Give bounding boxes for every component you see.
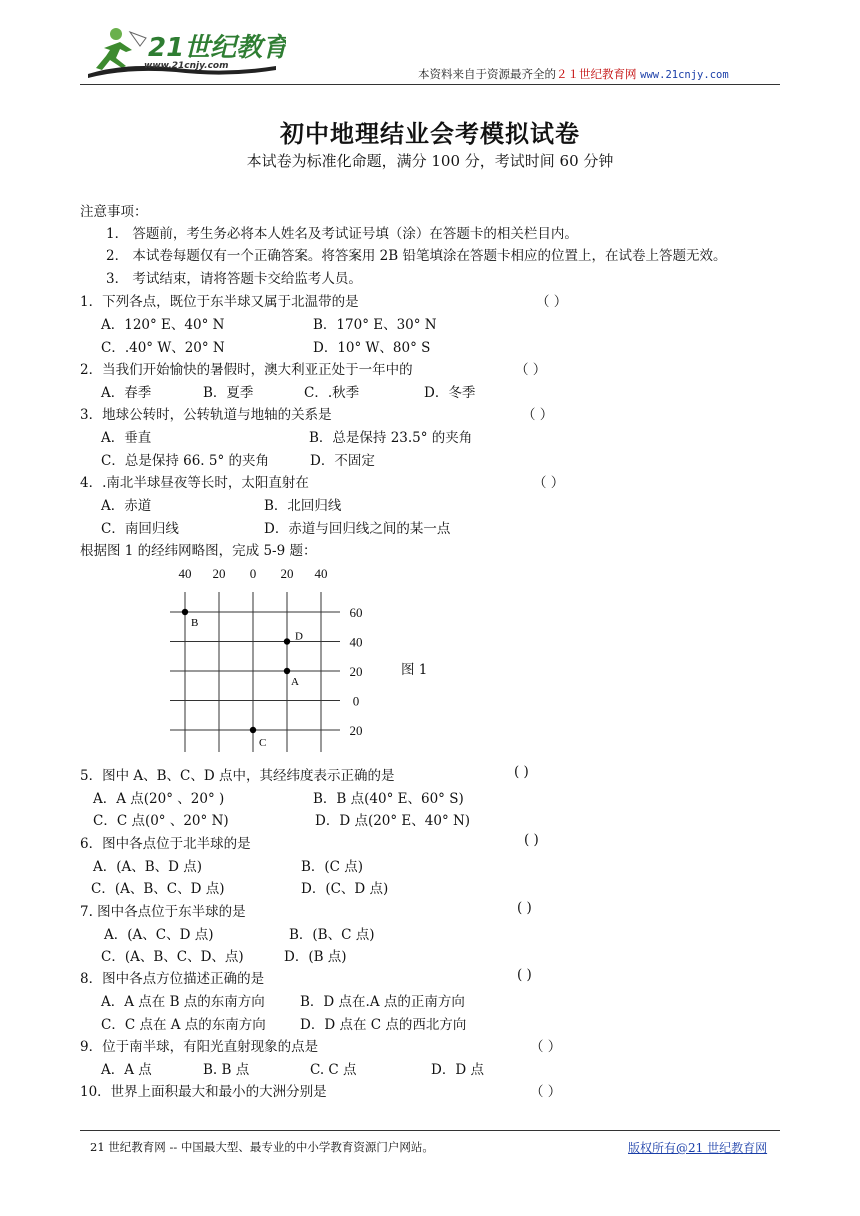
option: C．.40° W、20° N bbox=[101, 340, 225, 356]
option: A．A 点 bbox=[101, 1062, 152, 1078]
option: A．A 点在 B 点的东南方向 bbox=[101, 994, 265, 1010]
graticule-svg bbox=[170, 562, 370, 758]
answer-blank: （ ） bbox=[515, 362, 547, 378]
option: B．总是保持 23.5° 的夹角 bbox=[309, 430, 473, 446]
longitude-tick-label: 20 bbox=[280, 566, 294, 581]
latitude-tick-label: 0 bbox=[352, 693, 360, 709]
option: D．(C、D 点) bbox=[301, 881, 389, 897]
option: C．南回归线 bbox=[101, 521, 179, 537]
option: D．D 点(20° E、40° N) bbox=[315, 813, 471, 829]
answer-blank: （ ） bbox=[533, 475, 565, 491]
option: A．垂直 bbox=[101, 430, 152, 446]
question-4-stem: 4．.南北半球昼夜等长时，太阳直射在 bbox=[80, 475, 309, 491]
footer-copyright-link[interactable]: 版权所有@21 世纪教育网 bbox=[628, 1141, 768, 1155]
option: A．(A、B、D 点) bbox=[93, 859, 203, 875]
answer-blank: ( ) bbox=[514, 764, 529, 780]
longitude-tick-label: 40 bbox=[314, 566, 328, 581]
option: B．北回归线 bbox=[264, 498, 342, 514]
logo-text: 21世纪教育 bbox=[148, 33, 286, 63]
option: A．赤道 bbox=[101, 498, 152, 514]
point-c bbox=[250, 727, 256, 733]
answer-blank: （ ） bbox=[530, 1039, 562, 1055]
option: B．170° E、30° N bbox=[313, 317, 437, 333]
option: A．120° E、40° N bbox=[101, 317, 225, 333]
source-prefix: 本资料来自于资源最齐全的 bbox=[418, 67, 556, 81]
option: D．不固定 bbox=[310, 453, 375, 469]
option: B. B 点 bbox=[203, 1062, 250, 1078]
question-5-stem: 5．图中 A、B、C、D 点中，其经纬度表示正确的是 bbox=[80, 768, 395, 784]
source-site[interactable]: ２１世纪教育网 bbox=[556, 67, 637, 81]
answer-blank: ( ) bbox=[517, 900, 532, 916]
option: D．赤道与回归线之间的某一点 bbox=[264, 521, 451, 537]
logo-url: www.21cnjy.com bbox=[144, 61, 229, 71]
answer-blank: （ ） bbox=[536, 294, 568, 310]
point-label: B bbox=[191, 617, 199, 629]
option: D．D 点 bbox=[431, 1062, 484, 1078]
answer-blank: ( ) bbox=[524, 832, 539, 848]
header-rule bbox=[80, 84, 780, 85]
footer-text: 21 世纪教育网 -- 中国最大型、最专业的中小学教育资源门户网站。 bbox=[90, 1140, 434, 1154]
point-label: D bbox=[295, 630, 303, 643]
answer-blank: （ ） bbox=[530, 1084, 562, 1100]
option: C．C 点(0° 、20° N) bbox=[93, 813, 229, 829]
option: D．D 点在 C 点的西北方向 bbox=[300, 1017, 467, 1033]
option: A．(A、C、D 点) bbox=[104, 927, 214, 943]
option: B．D 点在.A 点的正南方向 bbox=[300, 994, 465, 1010]
header-source bbox=[418, 66, 729, 82]
point-a bbox=[284, 668, 290, 674]
site-logo bbox=[86, 22, 286, 80]
point-b bbox=[182, 609, 188, 615]
option: C．.秋季 bbox=[304, 385, 360, 401]
question-1-stem: 1．下列各点，既位于东半球又属于北温带的是 bbox=[80, 294, 359, 310]
latitude-tick-label: 20 bbox=[349, 664, 363, 679]
point-label: A bbox=[291, 676, 299, 688]
note-item: 3． 考试结束，请将答题卡交给监考人员。 bbox=[106, 271, 362, 287]
question-8-stem: 8．图中各点方位描述正确的是 bbox=[80, 971, 265, 987]
page-title: 初中地理结业会考模拟试卷 bbox=[280, 119, 580, 148]
point-label: C bbox=[259, 737, 267, 749]
question-3-stem: 3．地球公转时，公转轨道与地轴的关系是 bbox=[80, 407, 332, 423]
longitude-tick-label: 40 bbox=[178, 566, 192, 581]
option: B．(B、C 点) bbox=[289, 927, 375, 943]
latitude-tick-label: 40 bbox=[349, 634, 363, 650]
answer-blank: （ ） bbox=[522, 407, 554, 423]
source-url[interactable]: www.21cnjy.com bbox=[640, 69, 729, 81]
option: C．(A、B、C、D、点) bbox=[101, 949, 244, 965]
figure-intro: 根据图 1 的经纬网略图，完成 5-9 题： bbox=[80, 543, 317, 559]
option: B．(C 点) bbox=[301, 859, 364, 875]
option: D．10° W、80° S bbox=[313, 340, 431, 356]
option: B．夏季 bbox=[203, 385, 254, 401]
question-2-stem: 2．当我们开始愉快的暑假时，澳大利亚正处于一年中的 bbox=[80, 362, 413, 378]
latitude-tick-label: 20 bbox=[349, 723, 363, 738]
question-9-stem: 9．位于南半球，有阳光直射现象的点是 bbox=[80, 1039, 319, 1055]
note-item: 2． 本试卷每题仅有一个正确答案。将答案用 2B 铅笔填涂在答题卡相应的位置上，在试卷上答题无效。 bbox=[106, 248, 727, 264]
option: C．总是保持 66. 5° 的夹角 bbox=[101, 453, 270, 469]
longitude-tick-label: 0 bbox=[249, 566, 257, 581]
figure-label: 图 1 bbox=[401, 662, 428, 678]
question-7-stem: 7. 图中各点位于东半球的是 bbox=[80, 904, 246, 920]
graticule-figure bbox=[170, 562, 370, 758]
question-10-stem: 10．世界上面积最大和最小的大洲分别是 bbox=[80, 1084, 327, 1100]
footer-rule bbox=[80, 1130, 780, 1131]
option: D．冬季 bbox=[424, 385, 476, 401]
longitude-tick-label: 20 bbox=[212, 566, 226, 581]
notes-heading: 注意事项： bbox=[80, 204, 148, 220]
page-subtitle: 本试卷为标准化命题，满分 100 分，考试时间 60 分钟 bbox=[246, 152, 614, 170]
option: A．A 点(20° 、20° ) bbox=[93, 791, 225, 807]
note-item: 1． 答题前，考生务必将本人姓名及考试证号填（涂）在答题卡的相关栏目内。 bbox=[106, 226, 578, 242]
answer-blank: ( ) bbox=[517, 967, 532, 983]
option: A．春季 bbox=[101, 385, 152, 401]
option: C．C 点在 A 点的东南方向 bbox=[101, 1017, 266, 1033]
latitude-tick-label: 60 bbox=[349, 605, 363, 620]
question-6-stem: 6．图中各点位于北半球的是 bbox=[80, 836, 251, 852]
option: B．B 点(40° E、60° S) bbox=[313, 791, 464, 807]
point-d bbox=[284, 638, 290, 644]
option: C．(A、B、C、D 点) bbox=[91, 881, 225, 897]
option: C. C 点 bbox=[310, 1062, 357, 1078]
option: D．(B 点) bbox=[284, 949, 347, 965]
